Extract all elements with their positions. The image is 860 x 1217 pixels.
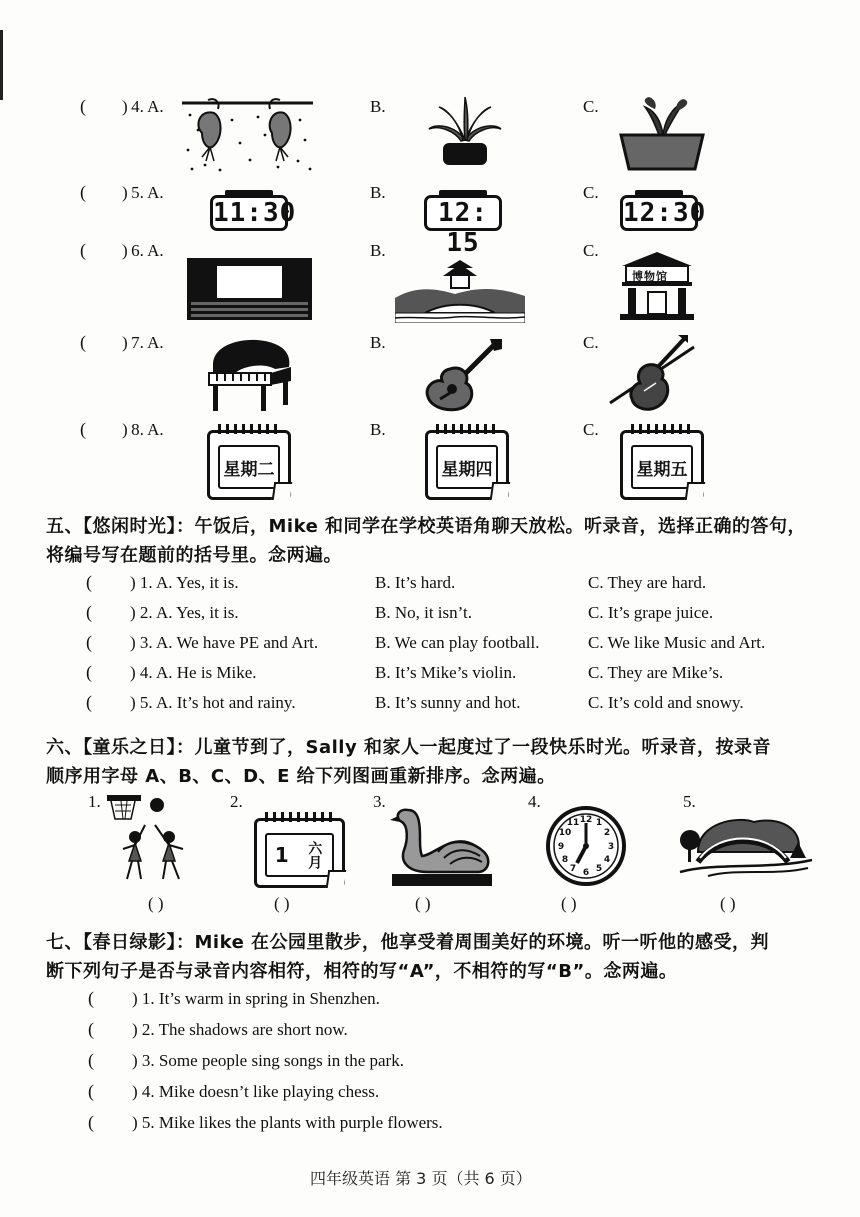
answer-paren-open: ( xyxy=(86,692,92,712)
answer-paren-open: ( xyxy=(88,1112,94,1132)
statement-5: ) 5. Mike likes the plants with purple flowers. xyxy=(132,1113,443,1132)
answer-blank: ( ) xyxy=(148,894,164,913)
statement-2: ) 2. The shadows are short now. xyxy=(132,1020,348,1039)
answer-paren-open: ( xyxy=(88,1081,94,1101)
museum-sign-text: 博物馆 xyxy=(632,270,668,283)
statement-3: ) 3. Some people sing songs in the park. xyxy=(132,1051,404,1070)
potted-plant-picture xyxy=(425,95,505,170)
option-b: B. We can play football. xyxy=(375,633,540,652)
option-c-label: C. xyxy=(583,333,599,352)
picture-label-4: 4. xyxy=(528,792,541,811)
svg-text:8: 8 xyxy=(561,855,569,865)
svg-text:3: 3 xyxy=(607,842,615,852)
answer-paren-open: ( xyxy=(88,1050,94,1070)
svg-text:12: 12 xyxy=(579,815,593,825)
binding-edge-line xyxy=(0,30,3,100)
option-b: B. It’s Mike’s violin. xyxy=(375,663,517,682)
option-c: C. It’s grape juice. xyxy=(588,603,714,622)
svg-text:10: 10 xyxy=(558,828,572,838)
picture-label-2: 2. xyxy=(230,792,243,811)
part5-heading-line1: 五、【悠闲时光】：午饭后，Mike 和同学在学校英语角聊天放松。听录音，选择正确的答句， xyxy=(46,516,807,537)
option-c: C. It’s cold and snowy. xyxy=(588,693,744,712)
calendar-day-text: 星期二 xyxy=(218,445,280,489)
option-b: B. No, it isn’t. xyxy=(375,603,472,622)
answer-blank: ( ) xyxy=(415,894,431,913)
svg-text:7: 7 xyxy=(569,864,577,874)
option-a: ) 3. A. We have PE and Art. xyxy=(130,633,319,652)
svg-text:9: 9 xyxy=(557,842,565,852)
calendar-month-text: 六月 xyxy=(306,841,323,869)
option-b: B. It’s sunny and hot. xyxy=(375,693,521,712)
option-c: C. They are hard. xyxy=(588,573,707,592)
question-number: ) 4. A. xyxy=(122,97,164,116)
option-c: C. They are Mike’s. xyxy=(588,663,724,682)
answer-paren-open: ( xyxy=(86,632,92,652)
option-a: ) 5. A. It’s hot and rainy. xyxy=(130,693,296,712)
calendar-june-first-picture xyxy=(254,818,345,888)
calendar-day-text: 星期五 xyxy=(631,445,693,489)
answer-paren-open: ( xyxy=(80,240,86,260)
answer-paren-open: ( xyxy=(86,572,92,592)
question-number: ) 7. A. xyxy=(122,333,164,352)
part6-heading-line1: 六、【童乐之日】：儿童节到了，Sally 和家人一起度过了一段快乐时光。听录音，按录音 xyxy=(46,737,771,758)
clock-seven-oclock-picture xyxy=(545,805,627,887)
question-number: ) 5. A. xyxy=(122,183,164,202)
svg-text:1: 1 xyxy=(595,818,603,828)
picture-label-1: 1. xyxy=(88,792,101,811)
answer-paren-open: ( xyxy=(80,419,86,439)
answer-paren-open: ( xyxy=(88,1019,94,1039)
answer-paren-open: ( xyxy=(86,662,92,682)
option-c-label: C. xyxy=(583,183,599,202)
svg-text:6: 6 xyxy=(582,868,590,878)
option-a: ) 4. A. He is Mike. xyxy=(130,663,257,682)
part7-heading-line1: 七、【春日绿影】：Mike 在公园里散步，他享受着周围美好的环境。听一听他的感受，判 xyxy=(46,932,770,953)
question-number: ) 8. A. xyxy=(122,420,164,439)
option-b-label: B. xyxy=(370,241,386,260)
piano-picture xyxy=(205,333,295,413)
seed-sprouting-picture xyxy=(180,95,315,175)
digital-clock-1230: 12:30 xyxy=(620,195,698,231)
answer-paren-open: ( xyxy=(80,96,86,116)
calendar-day-text: 星期四 xyxy=(436,445,498,489)
statement-1: ) 1. It’s warm in spring in Shenzhen. xyxy=(132,989,380,1008)
part7-heading-line2: 断下列句子是否与录音内容相符，相符的写“A”，不相符的写“B”。念两遍。 xyxy=(46,961,678,982)
option-b-label: B. xyxy=(370,333,386,352)
option-b-label: B. xyxy=(370,420,386,439)
answer-blank: ( ) xyxy=(561,894,577,913)
svg-text:5: 5 xyxy=(595,864,603,874)
swan-picture xyxy=(388,800,496,888)
option-b-label: B. xyxy=(370,97,386,116)
calendar-friday xyxy=(620,430,704,500)
option-a: ) 1. A. Yes, it is. xyxy=(130,573,239,592)
seedling-pot-picture xyxy=(615,95,710,175)
answer-paren-open: ( xyxy=(88,988,94,1008)
answer-blank: ( ) xyxy=(720,894,736,913)
option-c-label: C. xyxy=(583,97,599,116)
picture-label-3: 3. xyxy=(373,792,386,811)
option-c-label: C. xyxy=(583,420,599,439)
calendar-thursday xyxy=(425,430,509,500)
picture-label-5: 5. xyxy=(683,792,696,811)
museum-picture xyxy=(618,248,696,322)
option-c-label: C. xyxy=(583,241,599,260)
cinema-picture xyxy=(187,258,312,320)
digital-clock-1130: 11:30 xyxy=(210,195,288,231)
park-bridge-picture xyxy=(678,812,813,884)
part6-heading-line2: 顺序用字母 A、B、C、D、E 给下列图画重新排序。念两遍。 xyxy=(46,766,556,787)
statement-4: ) 4. Mike doesn’t like playing chess. xyxy=(132,1082,380,1101)
option-c: C. We like Music and Art. xyxy=(588,633,766,652)
park-pavilion-picture xyxy=(395,258,525,323)
guitar-picture xyxy=(420,335,505,415)
option-b: B. It’s hard. xyxy=(375,573,456,592)
part5-heading-line2: 将编号写在题前的括号里。念两遍。 xyxy=(46,545,342,566)
calendar-tuesday xyxy=(207,430,291,500)
option-b-label: B. xyxy=(370,183,386,202)
calendar-day-number: 1 xyxy=(274,843,289,867)
digital-clock-1215: 12: 15 xyxy=(424,195,502,231)
svg-text:4: 4 xyxy=(603,855,611,865)
violin-picture xyxy=(608,333,696,415)
svg-text:11: 11 xyxy=(566,818,580,828)
answer-paren-open: ( xyxy=(80,182,86,202)
answer-blank: ( ) xyxy=(274,894,290,913)
option-a: ) 2. A. Yes, it is. xyxy=(130,603,239,622)
answer-paren-open: ( xyxy=(80,332,86,352)
svg-text:2: 2 xyxy=(603,828,611,838)
answer-paren-open: ( xyxy=(86,602,92,622)
question-number: ) 6. A. xyxy=(122,241,164,260)
page-footer: 四年级英语 第 3 页（共 6 页） xyxy=(310,1169,532,1188)
girls-basketball-picture xyxy=(105,793,200,885)
